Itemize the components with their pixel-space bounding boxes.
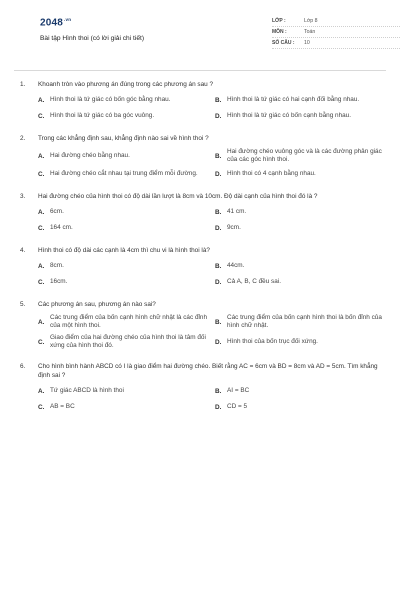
options (20, 260, 386, 288)
option-d[interactable] (215, 110, 386, 122)
option-letter: C. (38, 338, 45, 346)
option-b[interactable] (215, 385, 386, 397)
option-a[interactable] (38, 385, 209, 397)
meta-value: 10 (304, 40, 310, 46)
meta-row-grade (272, 16, 400, 27)
header (20, 0, 386, 64)
option-d[interactable] (215, 168, 386, 180)
question-text: Khoanh tròn vào phương án đúng trong các phương án sau ? (38, 81, 214, 88)
question-text: Hai đường chéo của hình thoi có độ dài lần lượt là 8cm và 10cm. Độ dài cạnh của hình thoi đó là ? (38, 193, 318, 200)
option-text: Các trung điểm của bốn cạnh hình thoi là bốn đỉnh của hình chữ nhật. (227, 314, 382, 329)
question-text: Trong các khẳng định sau, khẳng định nào sai về hình thoi ? (38, 135, 209, 142)
option-text: 9cm. (227, 224, 241, 231)
question-list (20, 80, 386, 425)
meta-label: LỚP : (272, 18, 286, 24)
question-5 (20, 300, 386, 350)
question-2 (20, 134, 386, 180)
option-text: 16cm. (50, 278, 68, 285)
logo-suffix: .vn (64, 17, 72, 22)
option-b[interactable] (215, 94, 386, 106)
meta-label: MÔN : (272, 29, 287, 35)
option-text: Hai đường chéo bằng nhau. (50, 152, 130, 159)
option-letter: B. (215, 387, 222, 395)
option-a[interactable] (38, 94, 209, 106)
question-text: Các phương án sau, phương án nào sai? (38, 301, 156, 308)
option-c[interactable] (38, 222, 209, 234)
question-number: 3. (20, 193, 26, 200)
option-text: Cả A, B, C đều sai. (227, 278, 281, 285)
option-letter: B. (215, 96, 222, 104)
question-text: Hình thoi có độ dài các cạnh là 4cm thì chu vi là hình thoi là? (38, 247, 210, 254)
meta-value: Lớp 8 (304, 18, 318, 24)
option-text: Các trung điểm của bốn cạnh hình chữ nhật là các đỉnh của một hình thoi. (50, 314, 208, 329)
option-letter: A. (38, 318, 45, 326)
option-letter: A. (38, 152, 45, 160)
option-d[interactable] (215, 276, 386, 288)
option-letter: B. (215, 152, 222, 160)
question-number: 6. (20, 363, 26, 370)
option-text: 44cm. (227, 262, 245, 269)
option-text: Hình thoi có 4 cạnh bằng nhau. (227, 170, 316, 177)
option-text: 6cm. (50, 208, 64, 215)
option-letter: A. (38, 262, 45, 270)
option-letter: D. (215, 112, 222, 120)
option-text: Hai đường chéo vuông góc và là các đường phân giác của các góc hình thoi. (227, 148, 382, 163)
option-text: AB = BC (50, 403, 75, 410)
logo[interactable] (40, 17, 71, 28)
option-text: AI = BC (227, 387, 250, 394)
option-c[interactable] (38, 401, 209, 413)
options (20, 206, 386, 234)
option-text: CD = 5 (227, 403, 248, 410)
option-text: 8cm. (50, 262, 64, 269)
logo-text: 2048 (40, 17, 64, 29)
meta-label: SỐ CÂU : (272, 40, 295, 46)
option-text: 41 cm. (227, 208, 247, 215)
option-letter: B. (215, 208, 222, 216)
meta-row-count (272, 38, 400, 49)
option-b[interactable] (215, 314, 386, 330)
question-3 (20, 192, 386, 234)
options (20, 314, 386, 350)
option-c[interactable] (38, 168, 209, 180)
question-1 (20, 80, 386, 122)
option-text: Hình thoi là tứ giác có bốn góc bằng nhau. (50, 96, 171, 103)
question-number: 5. (20, 301, 26, 308)
question-number: 1. (20, 81, 26, 88)
option-a[interactable] (38, 314, 209, 330)
option-letter: D. (215, 403, 222, 411)
option-letter: C. (38, 224, 45, 232)
option-letter: A. (38, 96, 45, 104)
option-text: Tứ giác ABCD là hình thoi (50, 387, 124, 394)
option-c[interactable] (38, 334, 209, 350)
option-letter: C. (38, 278, 45, 286)
option-b[interactable] (215, 206, 386, 218)
option-a[interactable] (38, 148, 209, 164)
option-letter: C. (38, 112, 45, 120)
options (20, 94, 386, 122)
option-letter: D. (215, 338, 222, 346)
option-text: Hình thoi là tứ giác có hai cạnh đối bằng nhau. (227, 96, 360, 103)
option-letter: B. (215, 262, 222, 270)
option-letter: D. (215, 170, 222, 178)
option-text: Hai đường chéo cắt nhau tại trung điểm mỗi đường. (50, 170, 198, 177)
meta-row-subject (272, 27, 400, 38)
option-letter: A. (38, 208, 45, 216)
question-4 (20, 246, 386, 288)
option-letter: C. (38, 403, 45, 411)
options (20, 385, 386, 413)
question-text: Cho hình bình hành ABCD có I là giao điểm hai đường chéo. Biết rằng AC = 6cm và BD = 8cm và AD = 5cm. Tìm khẳng định sai ? (38, 363, 378, 379)
option-d[interactable] (215, 401, 386, 413)
option-c[interactable] (38, 276, 209, 288)
option-text: Hình thoi là tứ giác có bốn cạnh bằng nhau. (227, 112, 352, 119)
option-letter: B. (215, 318, 222, 326)
question-6 (20, 362, 386, 413)
option-d[interactable] (215, 334, 386, 350)
option-a[interactable] (38, 260, 209, 272)
option-b[interactable] (215, 148, 386, 164)
option-d[interactable] (215, 222, 386, 234)
header-divider (14, 70, 386, 71)
option-letter: A. (38, 387, 45, 395)
options (20, 148, 386, 180)
option-text: Hình thoi là tứ giác có ba góc vuông. (50, 112, 155, 119)
question-number: 2. (20, 135, 26, 142)
meta-value: Toán (304, 29, 316, 35)
option-b[interactable] (215, 260, 386, 272)
option-letter: D. (215, 278, 222, 286)
question-number: 4. (20, 247, 26, 254)
page-title: Bài tập Hình thoi (có lời giải chi tiết) (40, 35, 145, 42)
meta-info (272, 16, 400, 49)
option-text: Hình thoi của bốn trục đối xứng. (227, 338, 318, 345)
option-text: 164 cm. (50, 224, 73, 231)
option-a[interactable] (38, 206, 209, 218)
option-letter: C. (38, 170, 45, 178)
option-c[interactable] (38, 110, 209, 122)
option-letter: D. (215, 224, 222, 232)
option-text: Giao điểm của hai đường chéo của hình thoi là tâm đối xứng của hình thoi đó. (50, 334, 206, 349)
